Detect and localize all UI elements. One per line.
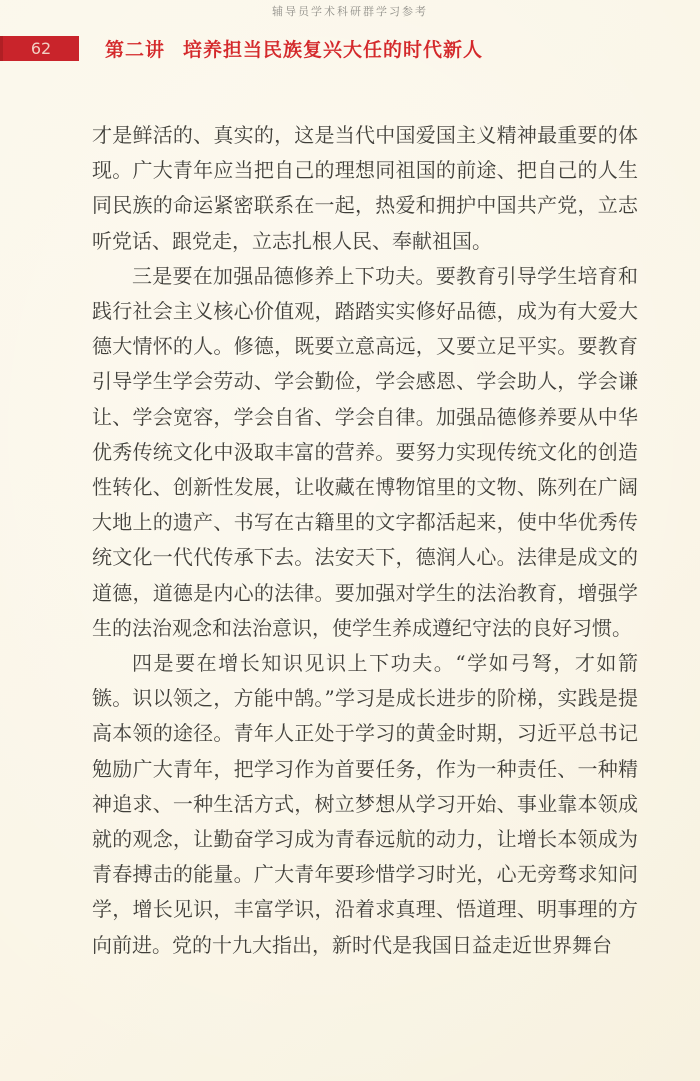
body-text [92,118,638,963]
chapter-heading [105,36,483,61]
page-header [0,36,700,62]
page-number: 62 [30,38,52,58]
watermark-text: 辅导员学术科研群学习参考 [272,5,428,18]
page-number-badge [0,36,79,61]
body-paragraph: 才是鲜活的、真实的，这是当代中国爱国主义精神最重要的体现。广大青年应当把自己的理想同祖国的前途、把自己的人生同民族的命运紧密联系在一起，热爱和拥护中国共产党，立志听党话、跟党走，立志扎根人民、奉献祖国。 [92,123,638,253]
chapter-label: 第二讲 [105,39,166,61]
body-paragraph: 三是要在加强品德修养上下功夫。要教育引导学生培育和践行社会主义核心价值观，踏踏实实修好品德，成为有大爱大德大情怀的人。修德，既要立意高远，又要立足平实。要教育引导学生学会劳动、学会勤俭，学会感恩、学会助人，学会谦让、学会宽容，学会自省、学会自律。加强品德修养要从中华优秀传统文化中汲取丰富的营养。要努力实现传统文化的创造性转化、创新性发展，让收藏在博物馆里的文物、陈列在广阔大地上的遗产、书写在古籍里的文字都活起来，使中华优秀传统文化一代代传承下去。法安天下，德润人心。法律是成文的道德，道德是内心的法律。要加强对学生的法治教育，增强学生的法治观念和法治意识，使学生养成遵纪守法的良好习惯。 [92,263,638,640]
chapter-title: 培养担当民族复兴大任的时代新人 [183,39,484,61]
body-paragraph: 四是要在增长知识见识上下功夫。“学如弓弩，才如箭镞。识以领之，方能中鹄。”学习是成长进步的阶梯，实践是提高本领的途径。青年人正处于学习的黄金时期，习近平总书记勉励广大青年，把学习作为首要任务，作为一种责任、一种精神追求、一种生活方式，树立梦想从学习开始、事业靠本领成就的观念，让勤奋学习成为青春远航的动力，让增长本领成为青春搏击的能量。广大青年要珍惜学习时光，心无旁骛求知问学，增长见识，丰富学识，沿着求真理、悟道理、明事理的方向前进。党的十九大指出，新时代是我国日益走近世界舞台 [92,651,638,957]
